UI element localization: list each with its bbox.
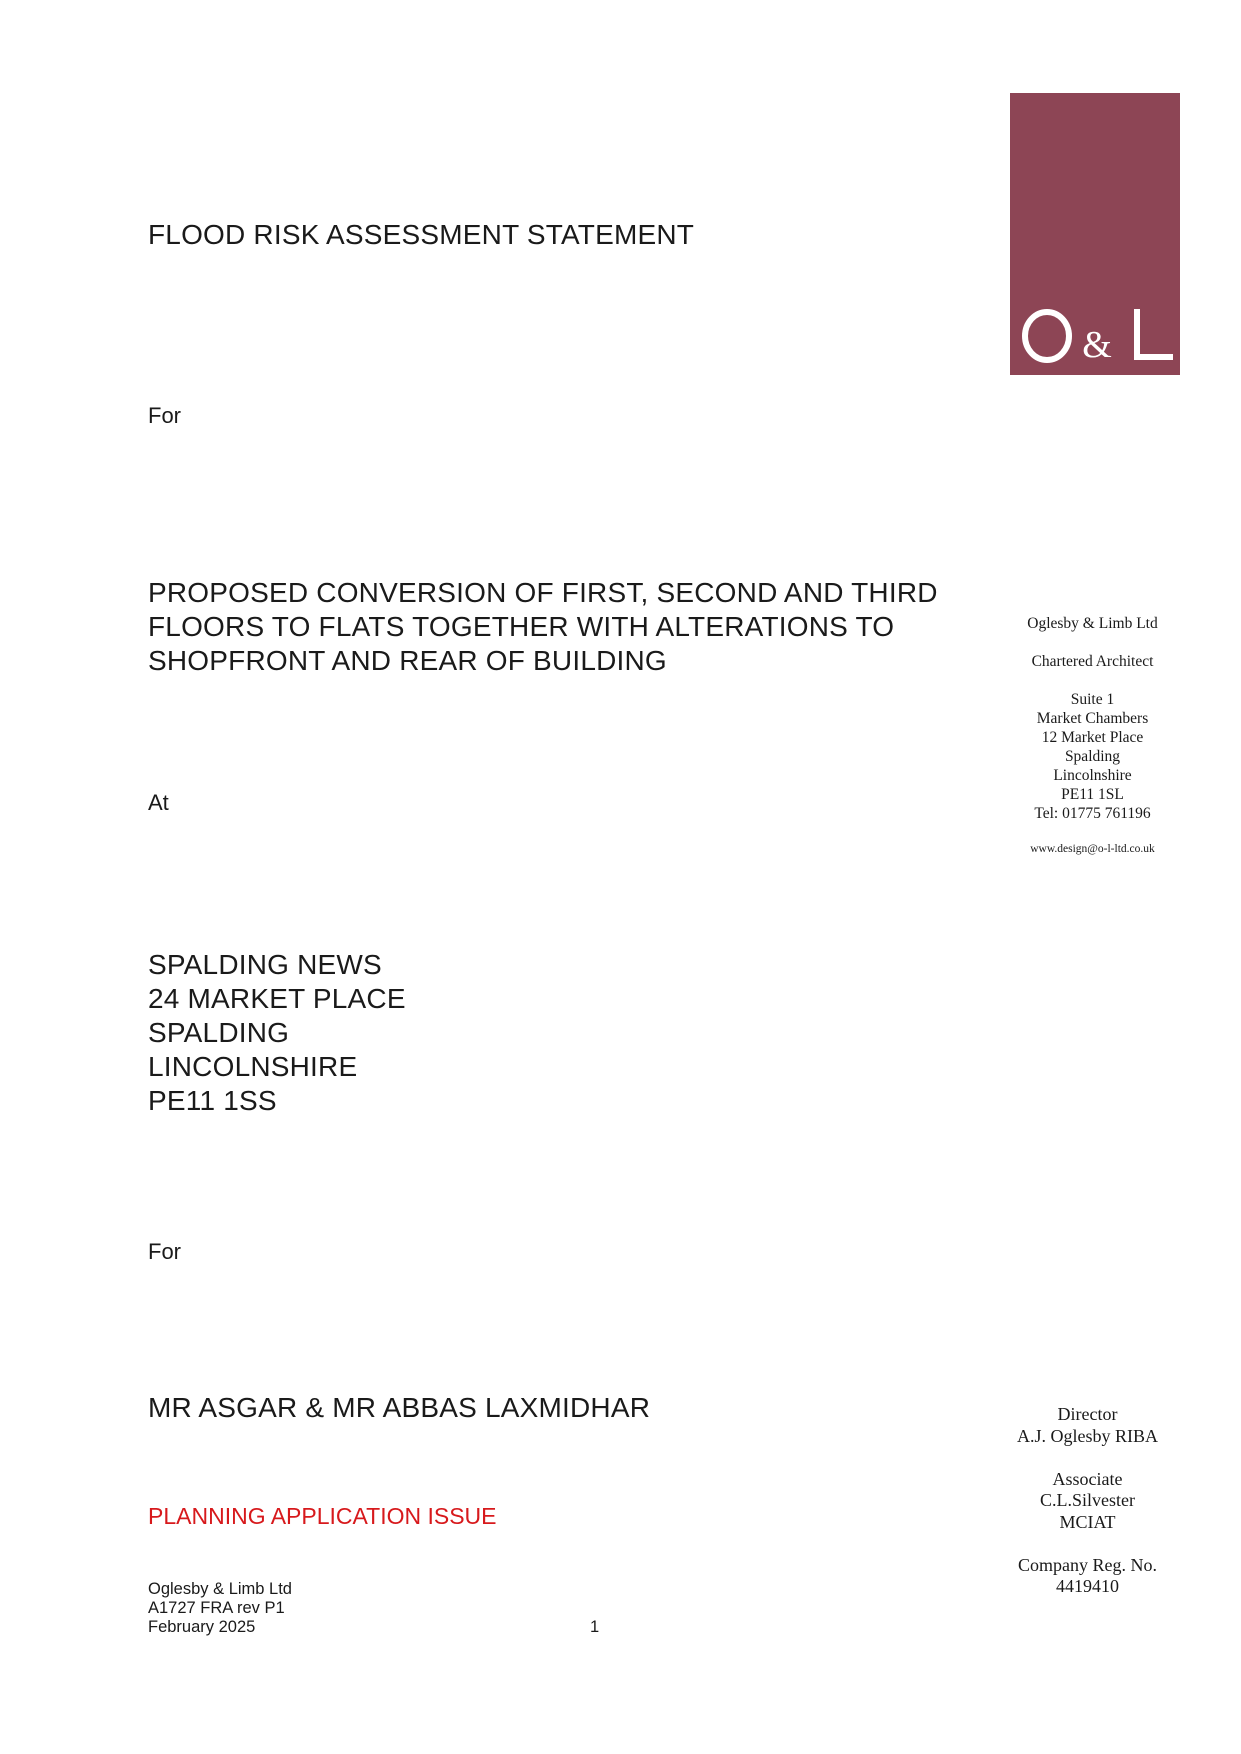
- firm-address-line: Spalding: [1064, 748, 1121, 765]
- for-label: For: [148, 1239, 181, 1264]
- director-label: Director: [1057, 1404, 1118, 1424]
- footer-company: Oglesby & Limb Ltd: [148, 1580, 292, 1598]
- firm-address-line: Suite 1: [1070, 691, 1115, 708]
- site-address-line: SPALDING: [148, 1017, 290, 1048]
- firm-web[interactable]: www.design@o-l-ltd.co.uk: [1030, 843, 1155, 855]
- footer-info: [148, 1580, 292, 1637]
- company-reg-number: 4419410: [1056, 1576, 1119, 1596]
- company-reg-label: Company Reg. No.: [1018, 1554, 1157, 1575]
- associate-name: C.L.Silvester: [1040, 1490, 1135, 1510]
- project-description: [148, 576, 938, 678]
- at-label: At: [148, 790, 169, 815]
- firm-address-line: 12 Market Place: [1041, 729, 1144, 746]
- project-line: PROPOSED CONVERSION OF FIRST, SECOND AND THIRD: [148, 577, 938, 608]
- director-name: A.J. Oglesby RIBA: [1016, 1425, 1158, 1446]
- firm-address-line: PE11 1SL: [1061, 786, 1124, 803]
- issue-status: PLANNING APPLICATION ISSUE: [148, 1503, 497, 1529]
- logo-ampersand: &: [1082, 324, 1112, 366]
- page-number: 1: [590, 1618, 600, 1636]
- project-line: SHOPFRONT AND REAR OF BUILDING: [148, 645, 667, 676]
- site-address: [148, 948, 406, 1118]
- footer-date: February 2025: [148, 1618, 256, 1636]
- company-logo: [1010, 93, 1180, 375]
- document-title: FLOOD RISK ASSESSMENT STATEMENT: [148, 219, 695, 250]
- firm-address-line: Market Chambers: [1036, 710, 1149, 727]
- firm-details: [1000, 614, 1185, 856]
- directors-info: [995, 1404, 1180, 1598]
- site-address-line: PE11 1SS: [148, 1085, 277, 1116]
- associate-label: Associate: [1052, 1468, 1123, 1489]
- firm-name: Oglesby & Limb Ltd: [1027, 615, 1158, 632]
- firm-telephone: Tel: 01775 761196: [1034, 805, 1151, 822]
- firm-address-line: Lincolnshire: [1053, 767, 1132, 784]
- site-address-line: LINCOLNSHIRE: [148, 1051, 358, 1082]
- site-address-line: 24 MARKET PLACE: [148, 983, 406, 1014]
- associate-qualification: MCIAT: [1059, 1511, 1116, 1532]
- project-line: FLOORS TO FLATS TOGETHER WITH ALTERATIONS TO: [148, 611, 895, 642]
- footer-reference: A1727 FRA rev P1: [148, 1599, 285, 1617]
- client-name: MR ASGAR & MR ABBAS LAXMIDHAR: [148, 1392, 651, 1423]
- site-address-line: SPALDING NEWS: [148, 949, 382, 980]
- for-label: For: [148, 403, 181, 428]
- firm-profession: Chartered Architect: [1031, 653, 1154, 670]
